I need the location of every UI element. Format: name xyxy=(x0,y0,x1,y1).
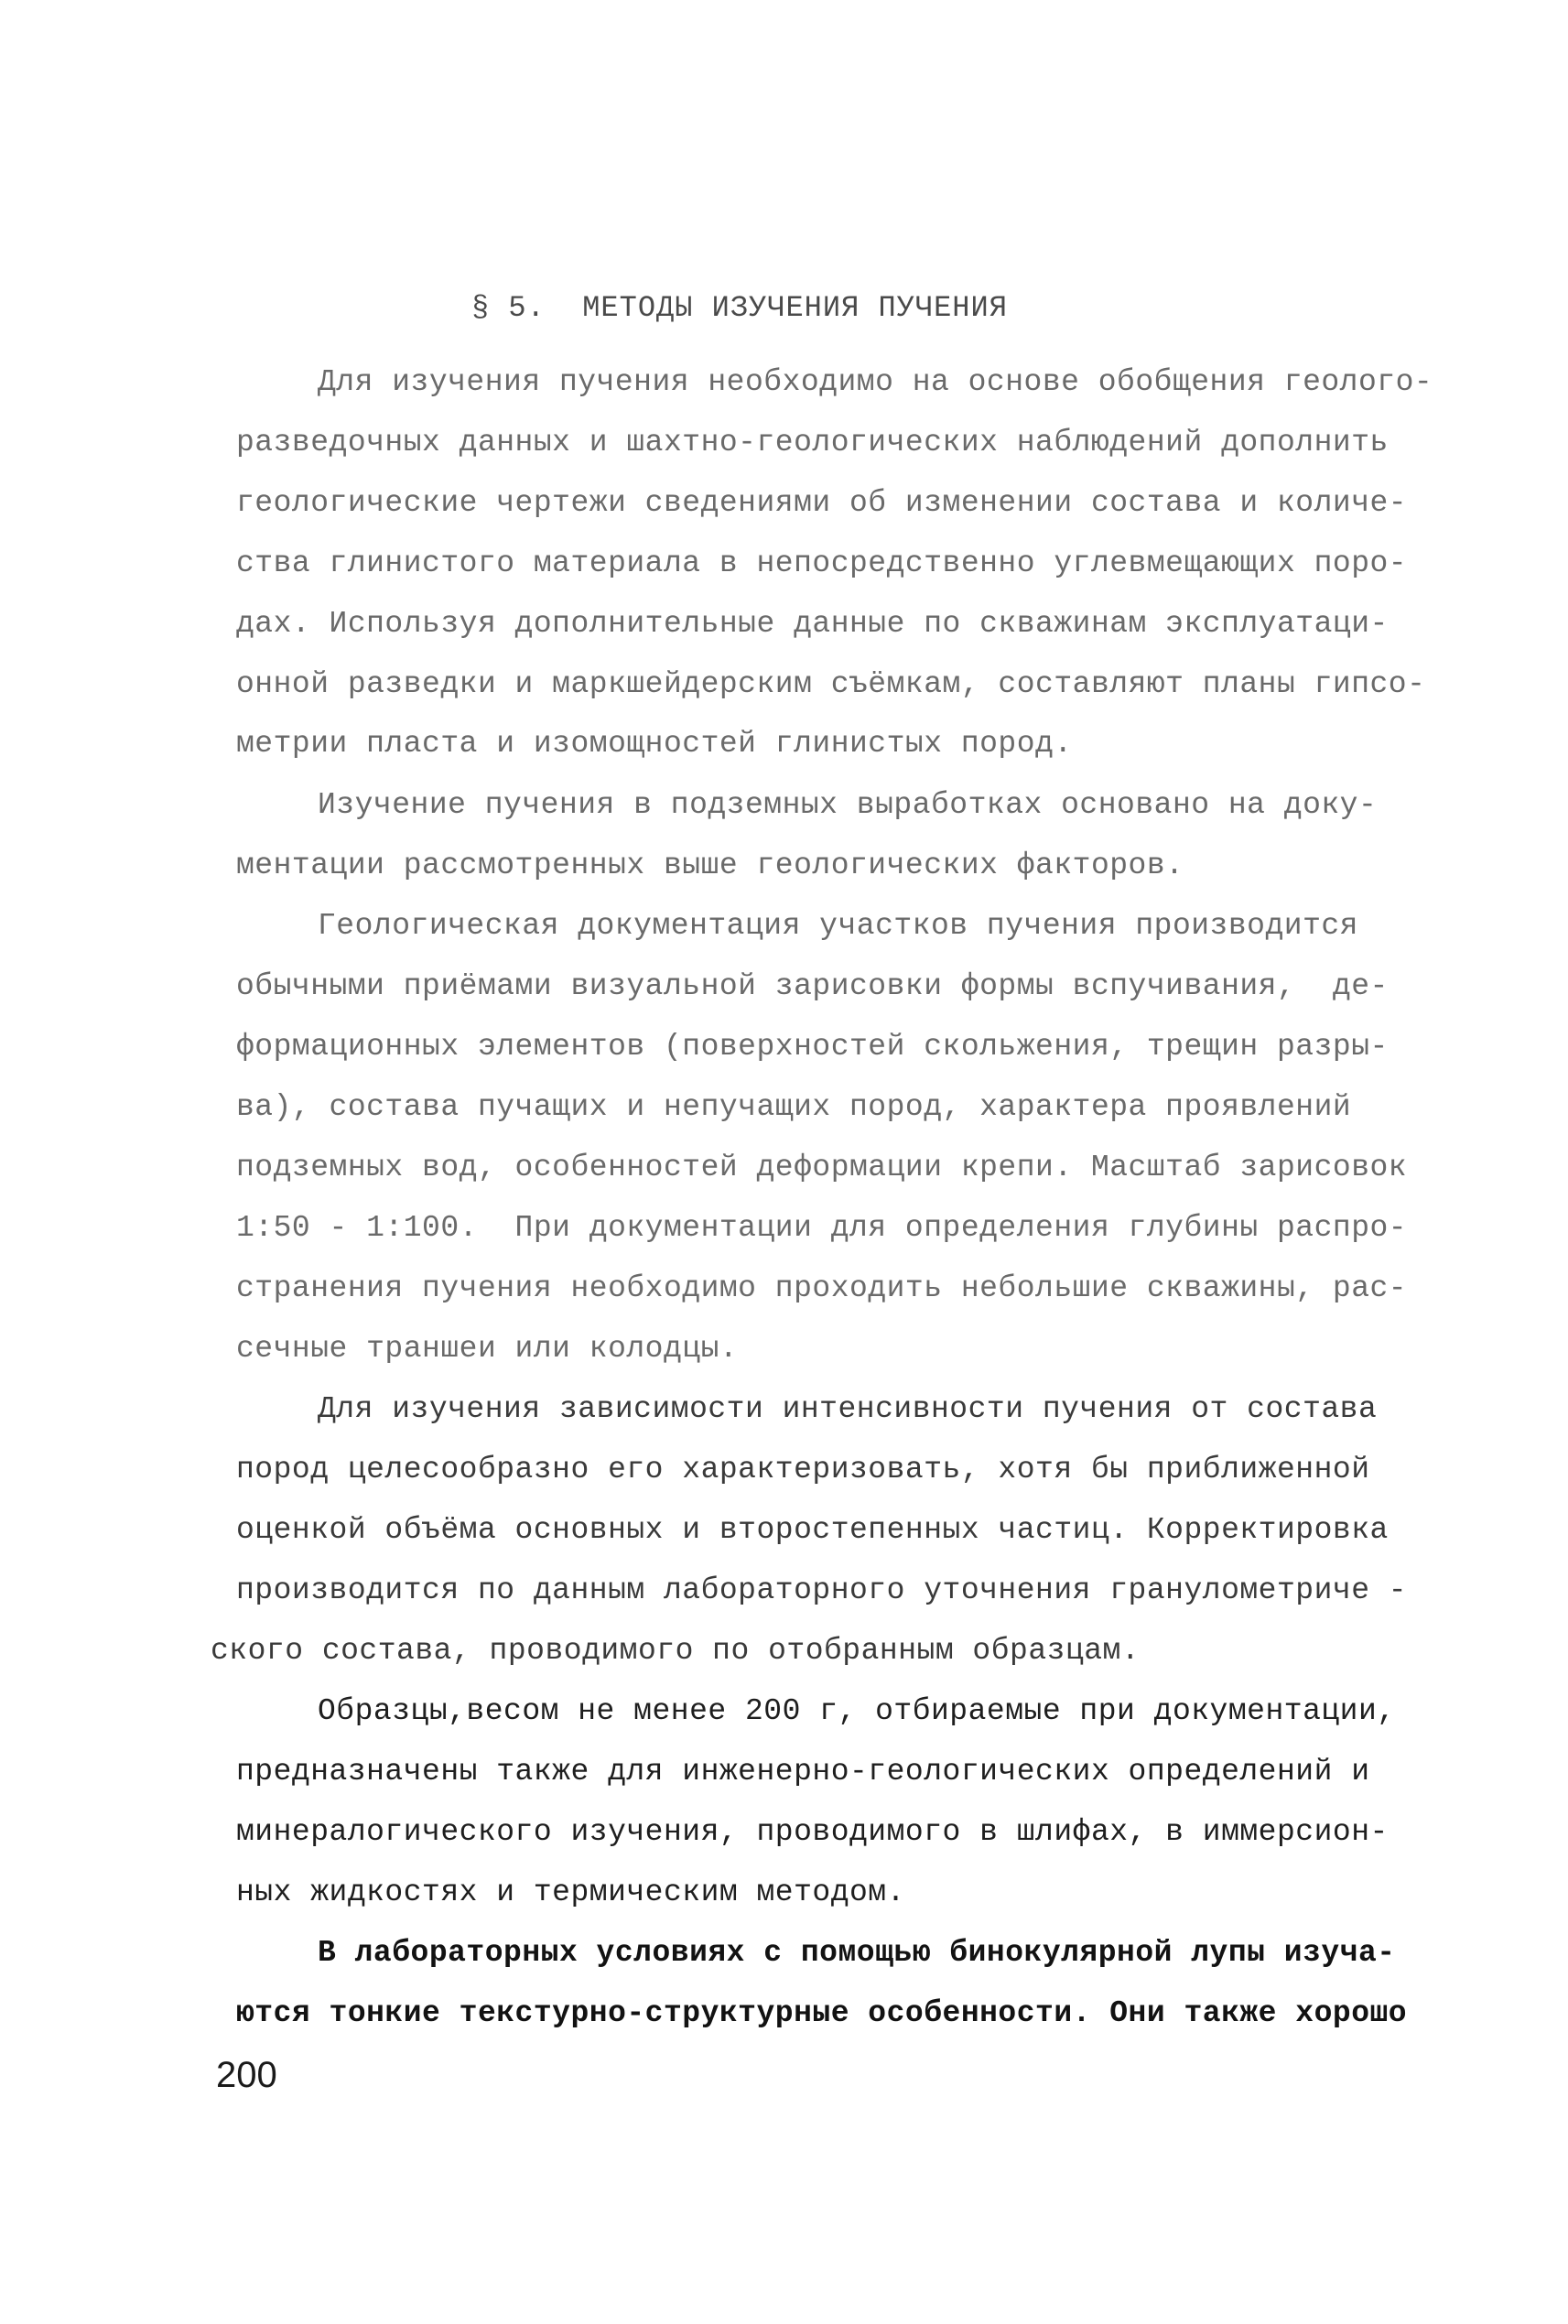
text-line: разведочных данных и шахтно-геологических наблюдений дополнить xyxy=(236,426,1389,459)
text-line: сечные траншеи или колодцы. xyxy=(236,1332,739,1366)
text-line: ского состава, проводимого по отобранным образцам. xyxy=(211,1634,1141,1668)
text-line: онной разведки и маркшейдерским съёмкам, составляют планы гипсо- xyxy=(236,667,1426,701)
text-line: Для изучения пучения необходимо на основе обобщения геолого- xyxy=(318,365,1433,399)
text-line: формационных элементов (поверхностей скольжения, трещин разры- xyxy=(236,1030,1389,1064)
text-line: Изучение пучения в подземных выработках основано на доку- xyxy=(318,788,1378,822)
text-line: пород целесообразно его характеризовать, хотя бы приближенной xyxy=(236,1453,1370,1486)
text-line: дах. Используя дополнительные данные по скважинам эксплуатаци- xyxy=(236,607,1389,641)
text-line: подземных вод, особенностей деформации крепи. Масштаб зарисовок xyxy=(236,1151,1408,1184)
page-number: 200 xyxy=(216,2055,277,2095)
text-line: обычными приёмами визуальной зарисовки формы вспучивания, де- xyxy=(236,969,1389,1003)
text-line: Образцы,весом не менее 200 г, отбираемые при документации, xyxy=(318,1694,1396,1728)
text-line: производится по данным лабораторного уточнения гранулометриче - xyxy=(236,1573,1408,1607)
text-line: геологические чертежи сведениями об изменении состава и количе- xyxy=(236,486,1408,520)
section-heading: § 5. МЕТОДЫ ИЗУЧЕНИЯ ПУЧЕНИЯ xyxy=(471,291,1008,325)
text-line: В лабораторных условиях с помощью бинокулярной лупы изуча- xyxy=(318,1936,1396,1970)
text-line: ных жидкостях и термическим методом. xyxy=(236,1875,905,1909)
text-line: оценкой объёма основных и второстепенных частиц. Корректировка xyxy=(236,1513,1389,1547)
text-line: предназначены также для инженерно-геологических определений и xyxy=(236,1755,1370,1789)
text-line: ются тонкие текстурно-структурные особенности. Они также хорошо xyxy=(236,1996,1408,2030)
text-line: ментации рассмотренных выше геологических факторов. xyxy=(236,849,1184,882)
text-line: ства глинистого материала в непосредственно углевмещающих поро- xyxy=(236,546,1408,580)
text-line: Для изучения зависимости интенсивности пучения от состава xyxy=(318,1392,1378,1426)
text-line: метрии пласта и изомощностей глинистых пород. xyxy=(236,727,1073,761)
text-line: Геологическая документация участков пучения производится xyxy=(318,909,1358,943)
text-line: минералогического изучения, проводимого в шлифах, в иммерсион- xyxy=(236,1815,1389,1849)
text-line: странения пучения необходимо проходить небольшие скважины, рас- xyxy=(236,1271,1408,1305)
text-line: ва), состава пучащих и непучащих пород, характера проявлений xyxy=(236,1090,1352,1124)
text-line: 1:50 - 1:100. При документации для определения глубины распро- xyxy=(236,1211,1408,1245)
